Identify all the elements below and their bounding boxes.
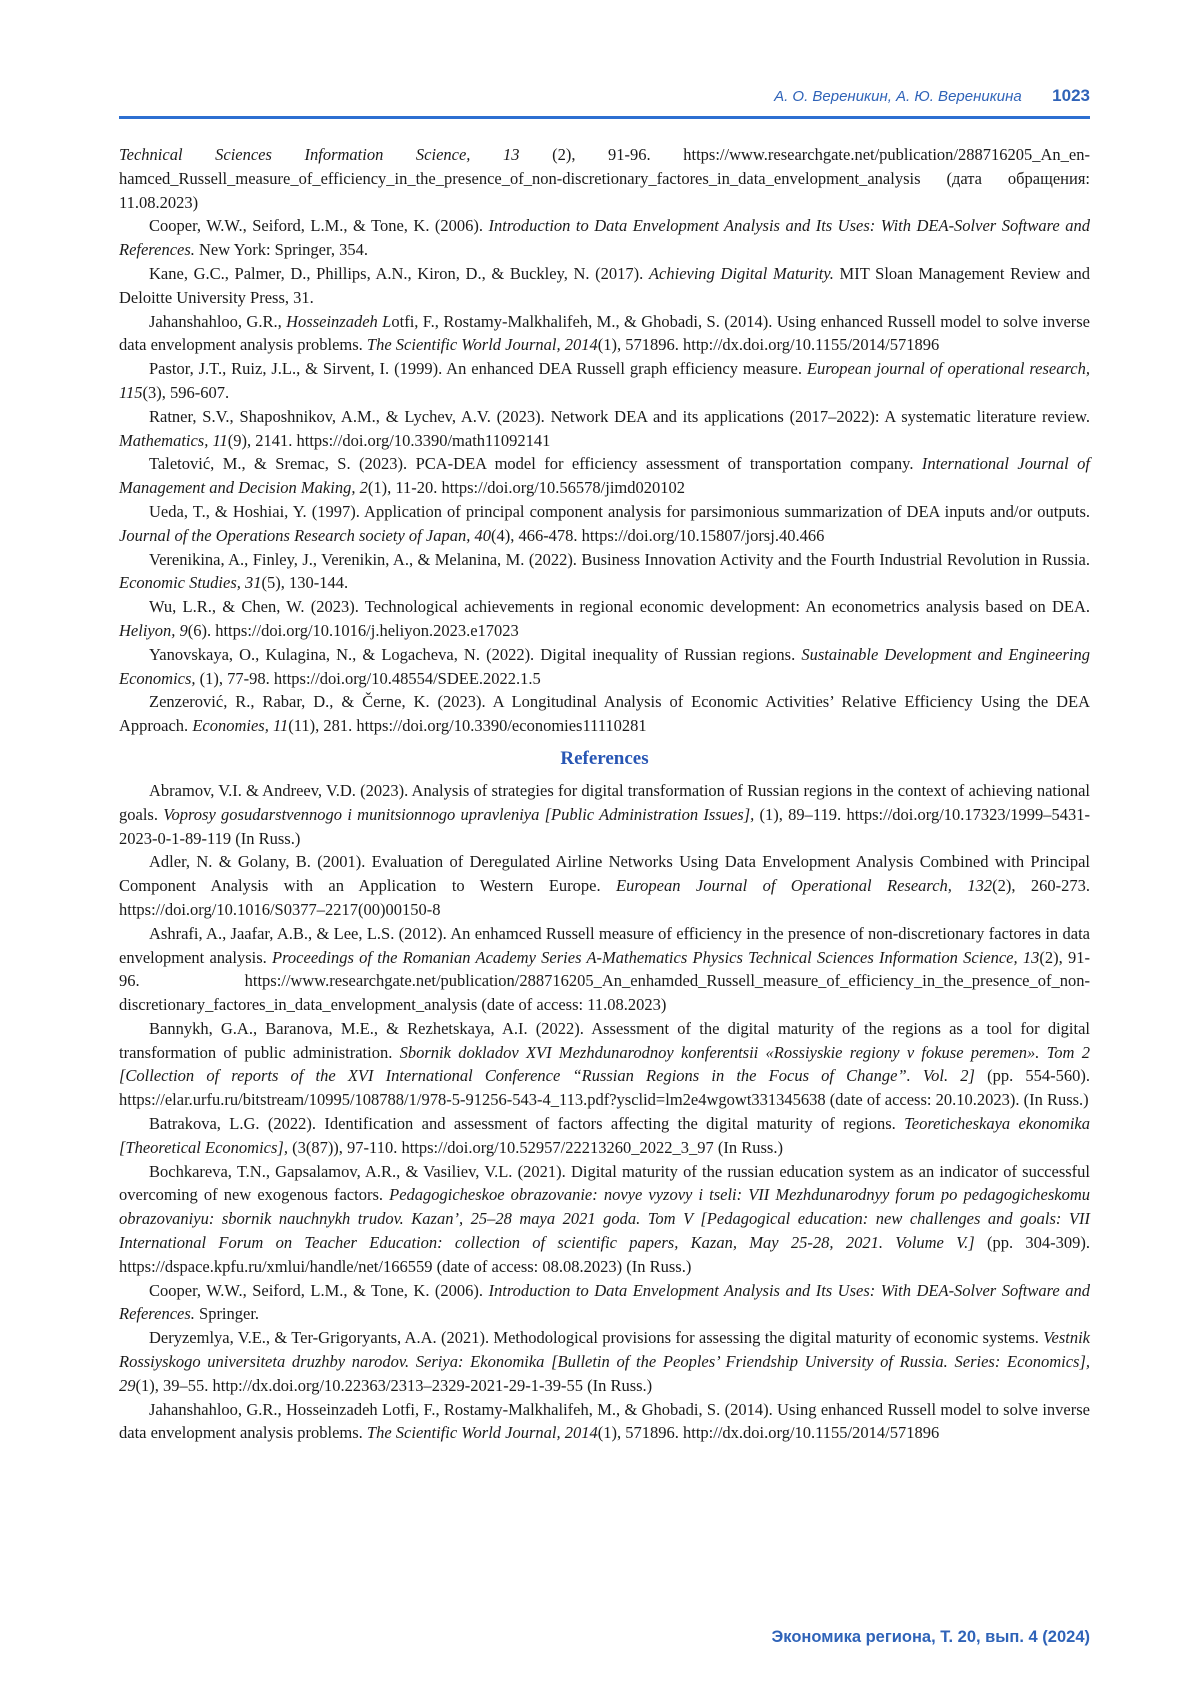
reference-text: (9), 2141. https://doi.org/10.3390/math11092141: [227, 430, 551, 450]
reference-entry: [119, 779, 1090, 850]
reference-entry: [119, 850, 1090, 921]
reference-text: (1), 39–55. http://dx.doi.org/10.22363/2313–2329-2021-29-1-39-55 (In Russ.): [135, 1375, 653, 1395]
reference-entry: [119, 214, 1090, 262]
reference-entry: [119, 690, 1090, 738]
reference-text: (1), 571896. http://dx.doi.org/10.1155/2014/571896: [597, 1423, 940, 1443]
reference-source-title: Economic Studies, 31: [119, 573, 262, 593]
reference-entry: [119, 1398, 1090, 1446]
reference-text: Abramov, V.I. & Andreev, V.D. (2023). Analysis of strategies for digital transformation of Russian regions in the context of achieving national goals.: [119, 780, 1090, 824]
reference-entry: [119, 1326, 1090, 1397]
reference-entry: [119, 1160, 1090, 1279]
reference-text: (pp. 554-560). https://elar.urfu.ru/bitstream/10995/108788/1/978-5-91256-543-4_113.pdf?ysclid=lm2e4wgowt331345638 (date of access: 20.10.2023). (In Russ.): [119, 1066, 1090, 1110]
reference-text: otfi, F., Rostamy-Malkhalifeh, M., & Ghobadi, S. (2014). Using enhanced Russell model to solve inverse data envelopment analysis problems.: [119, 311, 1091, 355]
reference-entry: [119, 1112, 1090, 1160]
reference-source-title: Pedagogicheskoe obrazovanie: novye vyzovy i tseli: VII Mezhdunarodnyy forum po pedagogicheskomu obrazovaniyu: sbornik nauchnykh trudov. Kazan’, 25–28 maya 2021 goda. Tom V [Pedagogical education: new challenges and goals: VII International Forum on Teacher Education: collection of scientific papers, Kazan, May 25-28, 2021. Volume V.]: [119, 1185, 1090, 1253]
reference-entry: [119, 262, 1090, 310]
reference-list-body: [119, 143, 1090, 1445]
reference-source-title: Hosseinzadeh L: [286, 311, 392, 331]
reference-text: (1), 89–119. https://doi.org/10.17323/1999–5431-2023-0-1-89-119 (In Russ.): [119, 804, 1090, 848]
reference-text: Jahanshahloo, G.R.,: [149, 311, 287, 331]
reference-source-title: Introduction to Data Envelopment Analysis and Its Uses: With DEA-Solver Software and References.: [119, 216, 1090, 260]
reference-source-title: International Journal of Management and Decision Making, 2: [119, 454, 1090, 498]
reference-entry: [119, 922, 1090, 1017]
reference-entry: [119, 548, 1090, 596]
reference-source-title: Sustainable Development and Engineering Economics,: [119, 644, 1090, 688]
reference-text: Kane, G.C., Palmer, D., Phillips, A.N., Kiron, D., & Buckley, N. (2017).: [149, 263, 649, 283]
reference-text: Yanovskaya, O., Kulagina, N., & Logacheva, N. (2022). Digital inequality of Russian regions.: [149, 644, 802, 664]
reference-entry: [119, 357, 1090, 405]
header-authors: А. О. Вереникин, А. Ю. Вереникина: [774, 88, 1022, 105]
reference-source-title: European Journal of Operational Research, 132: [616, 876, 993, 896]
reference-text: Taletović, M., & Sremac, S. (2023). PCA-DEA model for efficiency assessment of transportation company.: [149, 454, 922, 474]
reference-text: (2), 91-96. https://www.researchgate.net/publication/288716205_An_enhamced_Russell_measure_of_efficiency_in_the_presence_of_non-discretionary_factores_in_data_envelopment_analysis (дата обращения: 11.08.2023): [119, 145, 1090, 212]
header-rule: [119, 116, 1090, 119]
reference-text: Deryzemlya, V.E., & Ter-Grigoryants, A.A. (2021). Methodological provisions for assessing the digital maturity of economic systems.: [149, 1328, 1044, 1348]
reference-text: (pp. 304-309). https://dspace.kpfu.ru/xmlui/handle/net/166559 (date of access: 08.08.2023) (In Russ.): [119, 1233, 1090, 1276]
reference-text: Ratner, S.V., Shaposhnikov, A.M., & Lychev, A.V. (2023). Network DEA and its applications (2017–2022): A systematic literature review.: [149, 406, 1090, 426]
reference-entry: [119, 405, 1090, 453]
reference-text: (5), 130-144.: [261, 573, 349, 593]
reference-entry: [119, 643, 1090, 691]
reference-text: Ashrafi, A., Jaafar, A.B., & Lee, L.S. (2012). An enhamced Russell measure of efficiency in the presence of non-discretionary factores in data envelopment analysis.: [119, 923, 1090, 967]
reference-source-title: Technical Sciences Information Science, 13: [119, 145, 520, 164]
journal-footer: Экономика региона, Т. 20, вып. 4 (2024): [771, 1628, 1090, 1646]
reference-source-title: Journal of the Operations Research society of Japan, 40: [119, 525, 491, 545]
reference-source-title: Mathematics, 11: [119, 430, 228, 450]
reference-source-title: European journal of operational research, 115: [119, 359, 1090, 402]
reference-text: (2), 91-96. https://www.researchgate.net/publication/288716205_An_enhamded_Russell_measure_of_efficiency_in_the_presence_of_non-discretionary_factores_in_data_envelopment_analysis (date of access: 11.08.2023): [119, 947, 1091, 1015]
reference-text: (3), 596-607.: [142, 382, 230, 402]
reference-entry: [119, 595, 1090, 643]
references-heading: References: [560, 747, 649, 769]
reference-text: Cooper, W.W., Seiford, L.M., & Tone, K. (2006).: [149, 216, 489, 236]
reference-source-title: Introduction to Data Envelopment Analysis and Its Uses: With DEA-Solver Software and References.: [119, 1280, 1090, 1324]
reference-text: Adler, N. & Golany, B. (2001). Evaluation of Deregulated Airline Networks Using Data Envelopment Analysis Combined with Principal Component Analysis with an Application to Western Europe.: [119, 852, 1090, 896]
reference-text: MIT Sloan Management Review and Deloitte University Press, 31.: [119, 263, 1091, 307]
reference-source-title: Teoreticheskaya ekonomika [Theoretical Economics],: [119, 1114, 1090, 1157]
reference-source-title: Proceedings of the Romanian Academy Series A-Mathematics Physics Technical Sciences Information Science, 13: [272, 947, 1040, 967]
reference-source-title: Vestnik Rossiyskogo universiteta druzhby narodov. Seriya: Ekonomika [Bulletin of the Peoples’ Friendship University of Russia. Series: Economics], 29: [119, 1328, 1090, 1395]
reference-text: (6). https://doi.org/10.1016/j.heliyon.2023.e17023: [187, 620, 519, 640]
reference-text: New York: Springer, 354.: [194, 240, 368, 260]
reference-list-english: [119, 779, 1090, 1445]
reference-text: Verenikina, A., Finley, J., Verenikin, A., & Melanina, M. (2022). Business Innovation Activity and the Fourth Industrial Revolution in Russia.: [149, 549, 1090, 569]
reference-text: (2), 260-273. https://doi.org/10.1016/S0377–2217(00)00150-8: [119, 876, 1090, 919]
running-header: [119, 86, 1090, 112]
reference-text: Bochkareva, T.N., Gapsalamov, A.R., & Vasiliev, V.L. (2021). Digital maturity of the russian education system as an indicator of successful overcoming of new exogenous factors.: [119, 1161, 1090, 1205]
reference-entry: [119, 452, 1090, 500]
reference-text: Cooper, W.W., Seiford, L.M., & Tone, K. (2006).: [149, 1280, 489, 1300]
reference-text: (1), 571896. http://dx.doi.org/10.1155/2014/571896: [597, 335, 940, 355]
reference-entry: [119, 500, 1090, 548]
reference-text: (1), 11-20. https://doi.org/10.56578/jimd020102: [367, 478, 685, 498]
reference-entry: [119, 143, 1090, 214]
reference-text: Zenzerović, R., Rabar, D., & Černe, K. (2023). A Longitudinal Analysis of Economic Activities’ Relative Efficiency Using the DEA Approach.: [119, 692, 1090, 736]
reference-text: Springer.: [194, 1304, 260, 1324]
reference-text: (11), 281. https://doi.org/10.3390/economies11110281: [288, 716, 647, 736]
reference-text: Wu, L.R., & Chen, W. (2023). Technological achievements in regional economic development: An econometrics analysis based on DEA.: [149, 597, 1090, 617]
reference-source-title: The Scientific World Journal, 2014: [366, 335, 598, 355]
reference-text: Jahanshahloo, G.R., Hosseinzadeh Lotfi, F., Rostamy-Malkhalifeh, M., & Ghobadi, S. (2014). Using enhanced Russell model to solve inverse data envelopment analysis problems.: [119, 1399, 1090, 1443]
reference-source-title: Voprosy gosudarstvennogo i munitsionnogo upravleniya [Public Administration Issues],: [163, 804, 755, 824]
reference-source-title: Sbornik dokladov XVI Mezhdunarodnoy konferentsii «Rossiyskie regiony v fokuse peremen». Tom 2 [Collection of reports of the XVI International Conference “Russian Regions in the Focus of Change”. Vol. 2]: [119, 1042, 1090, 1086]
reference-entry: [119, 310, 1090, 358]
reference-source-title: Heliyon, 9: [119, 620, 188, 640]
reference-source-title: The Scientific World Journal, 2014: [366, 1423, 598, 1443]
reference-source-title: Achieving Digital Maturity.: [648, 263, 834, 283]
reference-text: Bannykh, G.A., Baranova, M.E., & Rezhetskaya, A.I. (2022). Assessment of the digital maturity of the regions as a tool for digital transformation of public administration.: [119, 1018, 1090, 1062]
reference-text: Pastor, J.T., Ruiz, J.L., & Sirvent, I. (1999). An enhanced DEA Russell graph efficiency measure.: [149, 359, 807, 379]
reference-text: Batrakova, L.G. (2022). Identification and assessment of factors affecting the digital maturity of regions.: [149, 1114, 905, 1134]
reference-entry: [119, 1017, 1090, 1112]
reference-text: (1), 77-98. https://doi.org/10.48554/SDEE.2022.1.5: [195, 668, 541, 688]
page-number: 1023: [1052, 86, 1090, 105]
reference-text: (3(87)), 97-110. https://doi.org/10.52957/22213260_2022_3_97 (In Russ.): [287, 1137, 783, 1157]
reference-source-title: Economies, 11: [192, 716, 289, 736]
reference-list-russian: [119, 143, 1090, 738]
reference-text: Ueda, T., & Hoshiai, Y. (1997). Application of principal component analysis for parsimonious summarization of DEA inputs and/or outputs.: [149, 501, 1090, 521]
reference-entry: [119, 1279, 1090, 1327]
reference-text: (4), 466-478. https://doi.org/10.15807/jorsj.40.466: [490, 525, 825, 545]
